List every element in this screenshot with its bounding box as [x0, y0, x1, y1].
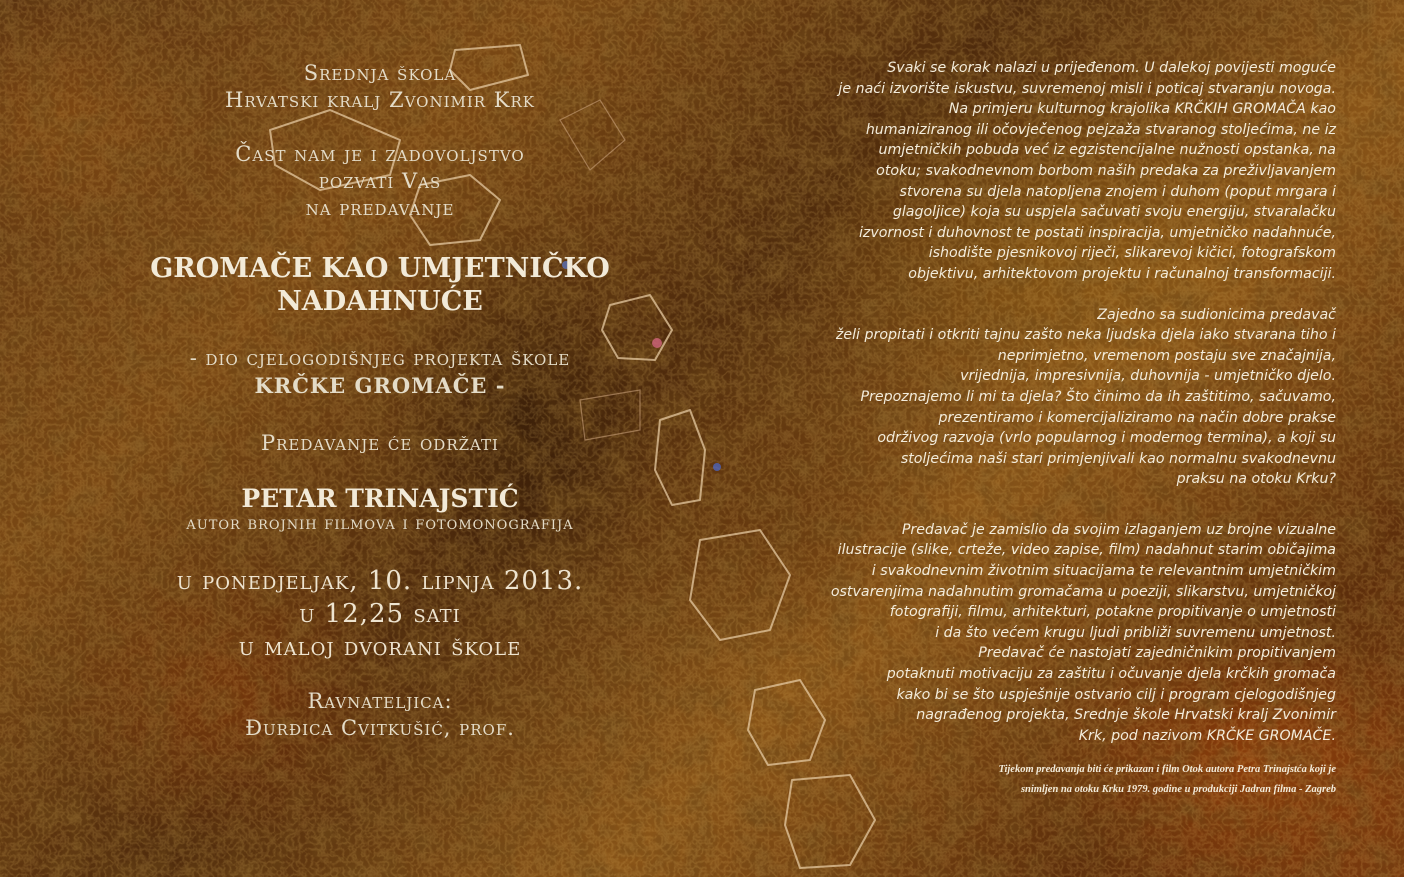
school-name-line1: Srednja škola: [303, 61, 457, 85]
text-line: prezentiramo i komercijaliziramo na način dobre prakse: [938, 409, 1336, 426]
text-line: stvorena su djela natopljena znojem i duhom (poput mrgara i: [899, 183, 1336, 200]
speaker-intro: Predavanje će održati: [261, 431, 499, 455]
text-line: održivog razvoja (vrlo popularnog i modernog termina), a koji su: [877, 430, 1336, 447]
event-date: u ponedjeljak, 10. lipnja 2013.: [176, 566, 584, 596]
text-line: kako bi se što uspješnije ostvario cilj i program cjelogodišnjeg: [896, 686, 1336, 703]
event-place: u maloj dvorani škole: [238, 632, 522, 662]
text-line: potaknuti motivaciju za zaštitu i očuvanje djela krčkih gromača: [886, 666, 1336, 683]
text-line: i da što većem krugu ljudi približi suvremenu umjetnost.: [935, 624, 1336, 641]
text-line: otoku; svakodnevnom borbom naših predaka za preživljavanjem: [876, 162, 1336, 179]
text-line: izvornost i duhovnost te postati inspiracija, umjetničko nadahnuće,: [858, 224, 1336, 241]
lecture-description: [770, 58, 1336, 800]
text-line: Prepoznajemo li mi ta djela? Što činimo da ih zaštitimo, sačuvamo,: [860, 388, 1336, 405]
lecture-title-line1: GROMAČE KAO UMJETNIČKO: [150, 253, 610, 284]
principal-name: Đurđica Cvitkušić, prof.: [245, 716, 515, 740]
text-line: Predavač je zamislio da svojim izlaganjem uz brojne vizualne: [901, 521, 1336, 538]
text-line: humaniziranog ili očovječenog pejzaža stvaranog stoljećima, ne iz: [865, 121, 1336, 138]
description-paragraph-1: [770, 58, 1336, 285]
text-line: želi propitati i otkriti tajnu zašto neka ljudska djela iako stvarana tiho i: [835, 327, 1336, 344]
text-line: fotografiji, filmu, arhitekturi, potakne propitivanje o umjetnosti: [889, 604, 1336, 621]
text-line: Krk, pod nazivom KRČKE GROMAČE.: [1078, 727, 1336, 744]
invitation-line2: pozvati Vas: [318, 169, 442, 193]
text-line: je naći izvorište iskustvu, suvremenoj misli i poticaj stvaranju novoga.: [838, 80, 1336, 97]
text-line: glagoljice) koja su uspjela sačuvati svoju energiju, stvaralačku: [892, 204, 1336, 221]
note-line: snimljen na otoku Krku 1979. godine u produkciji Jadran filma - Zagreb: [1020, 784, 1336, 796]
invitation-line3: na predavanje: [305, 196, 455, 220]
film-note: [770, 760, 1336, 800]
speaker-name: PETAR TRINAJSTIĆ: [241, 484, 519, 513]
description-paragraph-2: [770, 305, 1336, 490]
text-line: objektivu, arhitektovom projektu i računalnoj transformaciji.: [908, 265, 1336, 282]
project-line2: [80, 372, 680, 400]
project-name: KRČKE GROMAČE -: [254, 373, 506, 398]
text-line: praksu na otoku Krku?: [1176, 471, 1336, 488]
project-line1: - dio cjelogodišnjeg projekta škole: [189, 346, 571, 370]
principal-title: Ravnateljica:: [307, 689, 453, 713]
text-line: nagrađenog projekta, Srednje škole Hrvatski kralj Zvonimir: [916, 707, 1336, 724]
text-line: Svaki se korak nalazi u prijeđenom. U dalekoj povijesti moguće: [887, 60, 1336, 76]
text-line: stoljećima naši stari primjenjivali kao normalnu svakodnevnu: [900, 450, 1336, 467]
note-line: Tijekom predavanja biti će prikazan i film Otok autora Petra Trinajstća koji je: [998, 764, 1336, 776]
description-paragraph-3: [770, 520, 1336, 747]
text-line: ilustracije (slike, crteže, video zapise, film) nadahnut starim običajima: [837, 542, 1336, 559]
text-line: Na primjeru kulturnog krajolika KRČKIH GROMAČA kao: [948, 101, 1336, 118]
text-line: Predavač će nastojati zajedničnikim propitivanjem: [978, 645, 1336, 662]
text-line: neprimjetno, vremenom postaju sve značajnija,: [997, 347, 1336, 364]
text-line: Zajedno sa sudionicima predavač: [1097, 306, 1336, 323]
text-line: ostvarenjima nadahnutim gromačama u poeziji, slikarstvu, umjetničkoj: [830, 583, 1336, 600]
lecture-title-line2: NADAHNUĆE: [277, 286, 483, 317]
text-line: umjetničkih pobuda već iz egzistencijalne nužnosti opstanka, na: [878, 142, 1336, 159]
event-time: u 12,25 sati: [299, 599, 461, 629]
invitation-line1: Čast nam je i zadovoljstvo: [235, 142, 525, 166]
text-line: i svakodnevnim životnim situacijama te relevantnim umjetničkim: [871, 563, 1336, 580]
speaker-role: autor brojnih filmova i fotomonografija: [186, 513, 574, 534]
invitation-block: [80, 60, 680, 742]
text-line: ishodište pjesnikovoj riječi, slikarevoj kičici, fotografskom: [928, 245, 1336, 262]
text-line: vrijednija, impresivnija, duhovnija - umjetničko djelo.: [960, 368, 1336, 385]
school-name-line2: Hrvatski kralj Zvonimir Krk: [225, 88, 535, 112]
